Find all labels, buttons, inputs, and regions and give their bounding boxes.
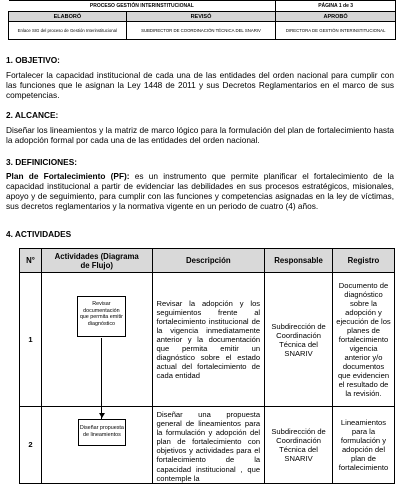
flow-cell <box>41 273 152 407</box>
flow-cell <box>41 407 152 484</box>
flow-box-disenar: Diseñar propuesta de lineamientos <box>78 419 126 446</box>
activities-table <box>19 248 395 484</box>
row-number: 2 <box>20 407 42 484</box>
section-objetivo-text: Fortalecer la capacidad institucional de cada una de las entidades del orden nacional para cumplir con las funciones que le asignan la Ley 1448 de 2011 y sus Decretos Reglamentarios en el marco de sus competencias. <box>6 70 394 100</box>
row-registry: Documento de diagnóstico sobre la adopción y ejecución de los planes de fortalecimiento vigencia anterior y/o documentos que evidencien el resultado de la revisión. <box>333 273 395 407</box>
row-responsible: Subdirección de Coordinación Técnica del SNARIV <box>265 407 333 484</box>
row-registry: Lineamientos para la formulación y adopción del plan de fortalecimiento <box>333 407 395 484</box>
definition-term: Plan de Fortalecimiento (PF): <box>6 171 130 181</box>
section-alcance-text: Diseñar los lineamientos y la matriz de marco lógico para la formulación del plan de fortalecimiento hasta la adopción formal por cada una de las entidades del orden nacional. <box>6 125 394 145</box>
header-resp: Responsable <box>265 249 333 273</box>
elaboro-value: Enlace SIG del proceso de Gestión Interinstitucional <box>9 22 127 40</box>
definition-body: es un instrumento que permite planificar el fortalecimiento de la capacidad institucional a partir de evidenciar las debilidades en sus procesos estratégicos, misionales, apoyo y de seguimiento, para cumplir con las funciones y competencias asignadas en la ley de víctimas, sus decretos reglamentarios y la normativa vigente en un periodo de cuatro (4) años. <box>6 171 394 211</box>
section-actividades-title: 4. ACTIVIDADES <box>6 229 72 239</box>
flow-box-revisar: Revisar documentación que permita emitir diagnóstico <box>77 296 126 337</box>
reviso-label: REVISÓ <box>126 12 276 22</box>
process-name: PROCESO GESTIÓN INTERINSTITUCIONAL <box>9 1 276 12</box>
aprobo-label: APROBÓ <box>276 12 396 22</box>
row-responsible: Subdirección de Coordinación Técnica del SNARIV <box>265 273 333 407</box>
reviso-value: SUBDIRECTOR DE COORDINACIÓN TÉCNICA DEL SNARIV <box>126 22 276 40</box>
row-description: Revisar la adopción y los seguimientos frente al fortalecimiento institucional de la vigencia inmediatamente anterior y la documentación que permita emitir un diagnóstico sobre el estado actual del fortalecimiento de cada entidad <box>152 273 265 407</box>
aprobo-value: DIRECTORA DE GESTIÓN INTERINSTITUCIONAL <box>276 22 396 40</box>
section-objetivo-title: 1. OBJETIVO: <box>6 55 60 65</box>
header-num: N° <box>20 249 42 273</box>
page-number: PÁGINA 1 de 3 <box>276 1 396 12</box>
section-definiciones-text <box>6 171 394 211</box>
section-alcance-title: 2. ALCANCE: <box>6 110 59 120</box>
row-number: 1 <box>20 273 42 407</box>
header-flow: Actividades (Diagrama de Flujo) <box>41 249 152 273</box>
header-reg: Registro <box>333 249 395 273</box>
table-row <box>20 407 395 484</box>
flow-arrow-icon <box>99 413 105 418</box>
row-description: Diseñar una propuesta general de lineamientos para la formulación y adopción del plan de fortalecimiento con objetivos y actividades para el fortalecimiento de la capacidad institucional , que contemple la <box>152 407 265 484</box>
document-header-table <box>8 0 396 40</box>
elaboro-label: ELABORÓ <box>9 12 127 22</box>
table-row <box>20 273 395 407</box>
section-definiciones-title: 3. DEFINICIONES: <box>6 157 77 167</box>
header-desc: Descripción <box>152 249 265 273</box>
activities-header-row <box>20 249 395 273</box>
